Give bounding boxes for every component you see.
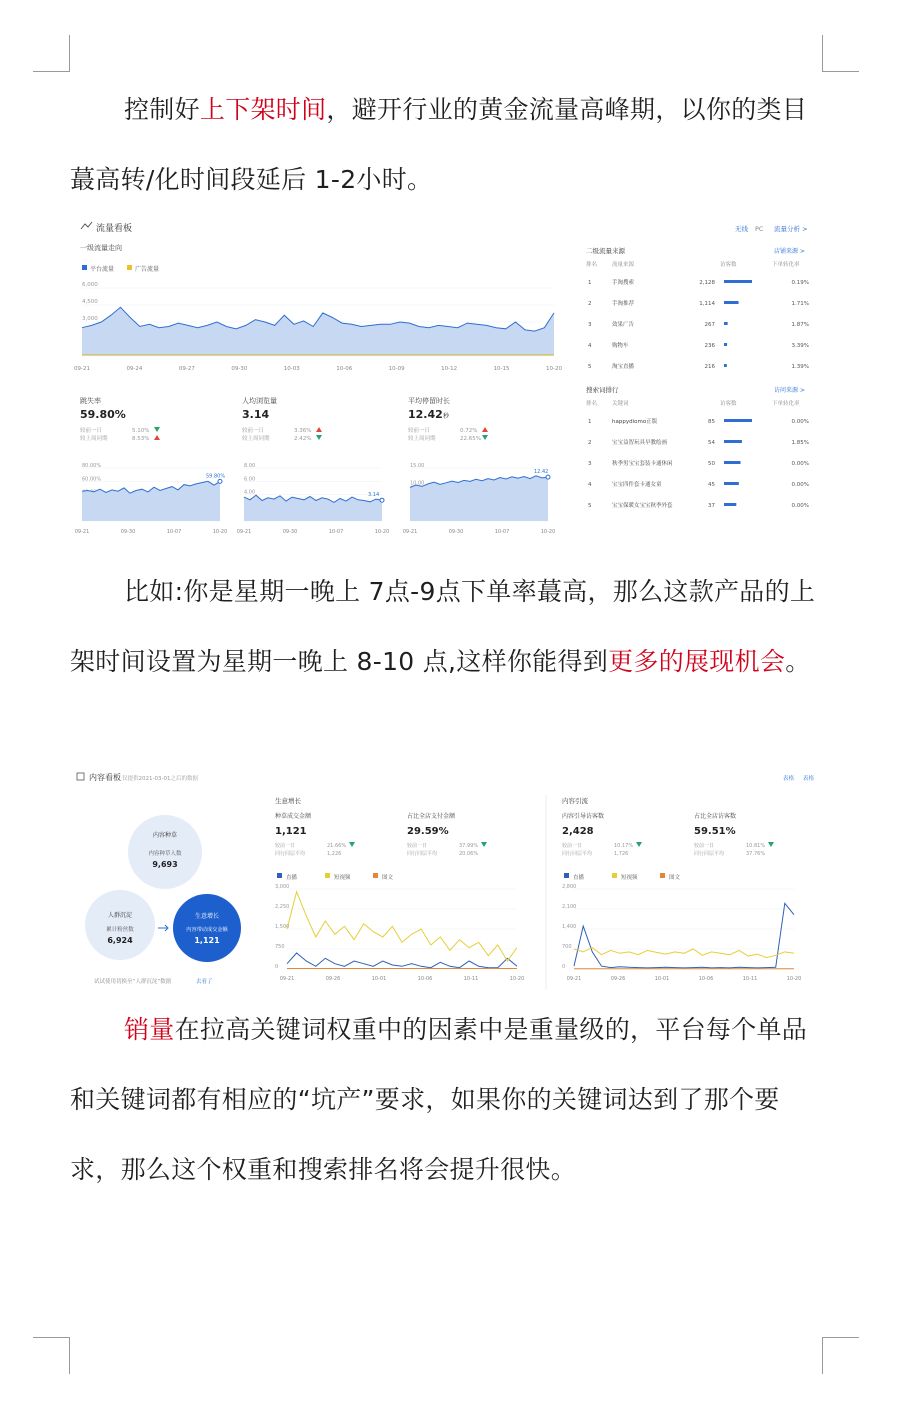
table-title: 搜索词排行 xyxy=(586,386,619,394)
x-tick-label: 09-26 xyxy=(610,976,626,982)
row-rate: 0.00% xyxy=(791,461,809,467)
y-tick-label: 2,100 xyxy=(562,904,577,910)
row-rate: 0.00% xyxy=(791,419,809,425)
y-tick-label: 10.00 xyxy=(410,480,425,487)
row-name: 手淘搜索 xyxy=(612,280,635,286)
x-tick-label: 09-21 xyxy=(279,976,295,982)
endpoint-label: 59.80% xyxy=(206,473,226,480)
column-header: 排名 xyxy=(586,401,598,407)
y-tick-label: 0 xyxy=(275,964,279,970)
row-bar xyxy=(724,461,741,464)
x-tick-label: 10-07 xyxy=(328,529,344,535)
comparison-label: 较前一日 xyxy=(242,428,265,434)
row-value: 45 xyxy=(708,482,715,488)
row-rank: 4 xyxy=(588,482,592,488)
y-tick-label: 80.00% xyxy=(82,463,102,469)
row-value: 216 xyxy=(704,364,715,370)
link-pc[interactable]: PC xyxy=(755,225,764,233)
column-header: 访客数 xyxy=(720,401,737,407)
x-tick-label: 10-11 xyxy=(463,976,479,982)
legend-swatch xyxy=(325,873,330,878)
link-traffic-analysis[interactable]: 流量分析 > xyxy=(774,225,808,233)
column-header: 排名 xyxy=(586,262,598,268)
x-tick-label: 10-06 xyxy=(698,976,714,982)
row-name: 秋季男宝宝套装卡通休闲 xyxy=(612,461,673,467)
x-tick-label: 09-21 xyxy=(74,529,90,535)
legend-swatch xyxy=(82,265,87,270)
funnel-right-value: 1,121 xyxy=(194,936,220,945)
y-tick-label: 4.00 xyxy=(244,489,256,496)
column-header: 下单转化率 xyxy=(772,401,800,407)
funnel-note: 试试使用切换至“人群沉淀”数据 xyxy=(94,979,172,985)
metric-label: 占比全店支付金额 xyxy=(407,813,456,820)
comparison-value: 3.36% xyxy=(294,428,312,434)
metric-value: 59.80% xyxy=(80,408,126,421)
panel-title: 生意增长 xyxy=(275,797,301,805)
highlight-text: 销量 xyxy=(124,1015,175,1044)
row-value: 37 xyxy=(708,503,715,509)
row-bar xyxy=(724,419,752,422)
row-bar xyxy=(724,503,736,506)
row-bar xyxy=(724,301,739,304)
content-dashboard xyxy=(72,765,820,990)
x-tick-label: 09-24 xyxy=(126,366,143,372)
comparison-value: 0.72% xyxy=(460,428,478,434)
column-header: 流量来源 xyxy=(612,262,635,268)
x-tick-label: 10-06 xyxy=(417,976,433,982)
comparison-value: 5.10% xyxy=(132,428,150,434)
endpoint-marker xyxy=(218,479,222,483)
dashboard-title: 内容看板 xyxy=(89,773,121,782)
row-bar xyxy=(724,343,727,346)
y-tick-label: 700 xyxy=(562,944,572,950)
endpoint-label: 12.42 xyxy=(534,469,549,476)
metric-value: 29.59% xyxy=(407,826,449,837)
row-name: 淘宝直播 xyxy=(612,364,635,370)
metric-value: 3.14 xyxy=(242,408,270,421)
x-tick-label: 10-15 xyxy=(493,366,510,372)
row-value: 267 xyxy=(704,322,715,328)
crop-mark-top-right xyxy=(822,35,859,72)
dashboard-subtitle: 仅提供2021-03-01之后的数据 xyxy=(122,776,198,782)
x-tick-label: 10-11 xyxy=(742,976,758,982)
x-tick-label: 09-27 xyxy=(178,366,195,372)
row-name: 效果广告 xyxy=(612,322,635,328)
x-tick-label: 10-20 xyxy=(212,529,228,535)
x-tick-label: 10-01 xyxy=(654,976,670,982)
row-name: 购物车 xyxy=(612,343,629,349)
link-table[interactable]: 表格 xyxy=(783,776,795,782)
row-bar xyxy=(724,440,742,443)
highlight-text: 上下架时间 xyxy=(199,95,327,124)
legend-label: 图文 xyxy=(382,875,394,881)
row-value: 85 xyxy=(708,419,715,425)
funnel-note-link[interactable]: 去看了 xyxy=(196,979,213,985)
paragraph-text: ，避开行业的黄金流量高峰期，以你的类目蕞高转/化时间段延后 1-2小时。 xyxy=(70,95,808,194)
comparison-value: 1,226 xyxy=(327,851,342,857)
traffic-dashboard-screenshot xyxy=(72,215,820,543)
paragraph-2 xyxy=(70,557,830,697)
metric-label: 平均停留时长 xyxy=(408,397,450,405)
metric-label: 占比全店访客数 xyxy=(694,813,737,820)
row-name: 宝宝保暖女宝宝秋季外套 xyxy=(612,503,673,509)
comparison-label: 较前一日 xyxy=(562,843,583,849)
comparison-label: 同行同层平均 xyxy=(275,851,306,857)
comparison-label: 同行同层平均 xyxy=(562,851,593,857)
legend-label: 直播 xyxy=(286,875,298,881)
comparison-value: 10.81% xyxy=(746,843,766,849)
y-tick-label: 2,800 xyxy=(562,884,577,890)
comparison-label: 较上周同期 xyxy=(242,436,270,442)
paragraph-text: 控制好 xyxy=(124,95,200,124)
comparison-label: 较前一日 xyxy=(408,428,431,434)
y-tick-label: 6.00 xyxy=(244,476,256,483)
legend-swatch xyxy=(127,265,132,270)
row-rank: 4 xyxy=(588,343,592,349)
comparison-label: 较上周同期 xyxy=(408,436,436,442)
paragraph-text: 比如:你是星期一晚上 7点-9点下单率蕞高，那么这款产品的上架时间设置为星期一晚上 8-10 点,这样你能得到 xyxy=(70,577,816,676)
row-rate: 0.00% xyxy=(791,482,809,488)
funnel-left-title: 人群沉淀 xyxy=(107,912,133,919)
x-tick-label: 09-21 xyxy=(236,529,252,535)
content-dashboard-screenshot xyxy=(72,765,820,990)
row-rank: 1 xyxy=(588,280,592,286)
row-bar xyxy=(724,280,752,283)
funnel-top-label: 内容种草人数 xyxy=(148,851,182,857)
row-name: 宝宝四件套卡通女童 xyxy=(612,482,662,488)
comparison-label: 较前一日 xyxy=(80,428,103,434)
row-rate: 1.71% xyxy=(791,301,809,307)
endpoint-marker xyxy=(380,498,384,502)
legend-label: 短视频 xyxy=(334,875,351,881)
endpoint-marker xyxy=(546,475,550,479)
y-tick-label: 60.00% xyxy=(82,476,102,483)
traffic-dashboard xyxy=(72,215,820,543)
x-tick-label: 09-30 xyxy=(231,366,248,372)
row-rate: 1.85% xyxy=(791,440,809,446)
y-tick-label: 3,000 xyxy=(275,884,290,890)
legend-label: 平台流量 xyxy=(90,266,115,273)
row-rank: 2 xyxy=(588,301,592,307)
crop-mark-bottom-right xyxy=(822,1337,859,1374)
legend-swatch xyxy=(564,873,569,878)
legend-label: 短视频 xyxy=(621,875,638,881)
panel-title: 内容引流 xyxy=(562,797,588,805)
funnel-top-value: 9,693 xyxy=(152,860,178,869)
comparison-value: 37.76% xyxy=(746,851,766,857)
comparison-label: 较前一日 xyxy=(694,843,715,849)
x-tick-label: 10-20 xyxy=(786,976,802,982)
x-tick-label: 09-21 xyxy=(566,976,582,982)
y-tick-label: 0 xyxy=(562,964,566,970)
row-value: 54 xyxy=(708,440,715,446)
x-tick-label: 10-03 xyxy=(283,366,300,372)
comparison-label: 较前一日 xyxy=(275,843,296,849)
x-tick-label: 10-07 xyxy=(494,529,510,535)
row-name: happydiomo正版 xyxy=(612,419,658,425)
row-rank: 3 xyxy=(588,461,592,467)
row-rank: 5 xyxy=(588,364,592,370)
legend-swatch xyxy=(373,873,378,878)
column-header: 关键词 xyxy=(612,401,629,407)
legend-label: 广告流量 xyxy=(135,266,160,273)
funnel-circle-left xyxy=(85,890,155,960)
paragraph-1 xyxy=(70,75,830,215)
row-rank: 3 xyxy=(588,322,592,328)
metric-label: 人均浏览量 xyxy=(242,397,277,405)
x-tick-label: 09-21 xyxy=(402,529,418,535)
metric-value: 1,121 xyxy=(275,826,307,837)
y-tick-label: 2,250 xyxy=(275,904,290,910)
x-tick-label: 10-07 xyxy=(166,529,182,535)
comparison-label: 较上周同期 xyxy=(80,436,108,442)
row-bar xyxy=(724,482,739,485)
comparison-value: 22.65% xyxy=(460,436,481,442)
x-tick-label: 10-20 xyxy=(374,529,390,535)
trend-title: 一级流量走向 xyxy=(80,244,122,252)
x-tick-label: 10-06 xyxy=(336,366,353,372)
row-name: 宝宝益智玩具早教绘画 xyxy=(612,440,668,446)
row-value: 236 xyxy=(704,343,715,349)
row-rate: 0.19% xyxy=(791,280,809,286)
comparison-value: 37.99% xyxy=(459,843,479,849)
funnel-top-title: 内容种草 xyxy=(152,832,178,839)
comparison-label: 同行同层平均 xyxy=(694,851,725,857)
x-tick-label: 09-26 xyxy=(325,976,341,982)
row-value: 50 xyxy=(708,461,715,467)
table-title: 二级流量来源 xyxy=(586,247,625,255)
comparison-value: 1,726 xyxy=(614,851,629,857)
metric-value: 2,428 xyxy=(562,826,594,837)
metric-value: 59.51% xyxy=(694,826,736,837)
comparison-value: 20.06% xyxy=(459,851,479,857)
row-rank: 2 xyxy=(588,440,592,446)
y-tick-label: 1,500 xyxy=(275,924,290,930)
legend-swatch xyxy=(660,873,665,878)
funnel-left-value: 6,924 xyxy=(107,936,133,945)
metric-label: 内容引导访客数 xyxy=(562,813,605,820)
dashboard-title: 流量看板 xyxy=(96,224,133,234)
table-link[interactable]: 访问来源 > xyxy=(774,387,805,394)
crop-mark-bottom-left xyxy=(33,1337,70,1374)
row-rate: 1.39% xyxy=(791,364,809,370)
y-tick-label: 15.00 xyxy=(410,463,425,469)
y-tick-label: 6,000 xyxy=(82,282,98,288)
x-tick-label: 10-12 xyxy=(441,366,458,372)
x-tick-label: 09-30 xyxy=(120,529,136,535)
metric-label: 跳失率 xyxy=(80,397,101,405)
comparison-label: 同行同层平均 xyxy=(407,851,438,857)
metric-unit: 秒 xyxy=(443,413,450,420)
endpoint-label: 3.14 xyxy=(368,492,380,499)
x-tick-label: 10-20 xyxy=(546,366,562,372)
highlight-text: 更多的展现机会 xyxy=(608,647,786,676)
comparison-value: 10.17% xyxy=(614,843,634,849)
comparison-value: 21.66% xyxy=(327,843,347,849)
y-tick-label: 750 xyxy=(275,944,285,950)
row-value: 2,128 xyxy=(699,280,715,286)
metric-value: 12.42 xyxy=(408,408,443,421)
legend-swatch xyxy=(612,873,617,878)
column-header: 访客数 xyxy=(720,262,737,268)
x-tick-label: 10-01 xyxy=(371,976,387,982)
paragraph-3 xyxy=(70,995,830,1205)
metric-label: 种草成交金额 xyxy=(275,813,312,820)
comparison-value: 2.42% xyxy=(294,436,312,442)
row-value: 1,114 xyxy=(699,301,715,307)
comparison-label: 较前一日 xyxy=(407,843,428,849)
table-link[interactable]: 店铺来源 > xyxy=(774,248,805,255)
funnel-left-label: 累计粉丝数 xyxy=(106,927,134,933)
x-tick-label: 09-30 xyxy=(282,529,298,535)
link-wireless[interactable]: 无线 xyxy=(735,225,748,233)
row-rank: 1 xyxy=(588,419,592,425)
x-tick-label: 10-20 xyxy=(540,529,556,535)
paragraph-text: 在拉高关键词权重中的因素中是重量级的，平台每个单品和关键词都有相应的“坑产”要求，如果你的关键词达到了那个要求，那么这个权重和搜索排名将会提升很快。 xyxy=(70,1015,808,1184)
y-tick-label: 4,500 xyxy=(82,299,98,305)
row-rate: 1.87% xyxy=(791,322,809,328)
x-tick-label: 09-21 xyxy=(74,366,90,372)
row-rate: 3.39% xyxy=(791,343,809,349)
legend-label: 直播 xyxy=(573,875,585,881)
row-rate: 0.00% xyxy=(791,503,809,509)
comparison-value: 8.53% xyxy=(132,436,150,442)
y-tick-label: 3,000 xyxy=(82,316,98,322)
row-bar xyxy=(724,364,727,367)
y-tick-label: 1,400 xyxy=(562,924,577,930)
funnel-right-title: 生意增长 xyxy=(194,913,220,920)
row-rank: 5 xyxy=(588,503,592,509)
x-tick-label: 10-09 xyxy=(388,366,405,372)
column-header: 下单转化率 xyxy=(772,262,800,268)
row-bar xyxy=(724,322,728,325)
legend-swatch xyxy=(277,873,282,878)
legend-label: 图文 xyxy=(669,875,681,881)
y-tick-label: 8.00 xyxy=(244,463,256,469)
x-tick-label: 09-30 xyxy=(448,529,464,535)
funnel-right-label: 内容带动成交金额 xyxy=(186,927,228,933)
paragraph-text: 。 xyxy=(785,647,811,676)
x-tick-label: 10-20 xyxy=(509,976,525,982)
crop-mark-top-left xyxy=(33,35,70,72)
link-table[interactable]: 表格 xyxy=(803,776,815,782)
row-name: 手淘推荐 xyxy=(612,301,635,307)
